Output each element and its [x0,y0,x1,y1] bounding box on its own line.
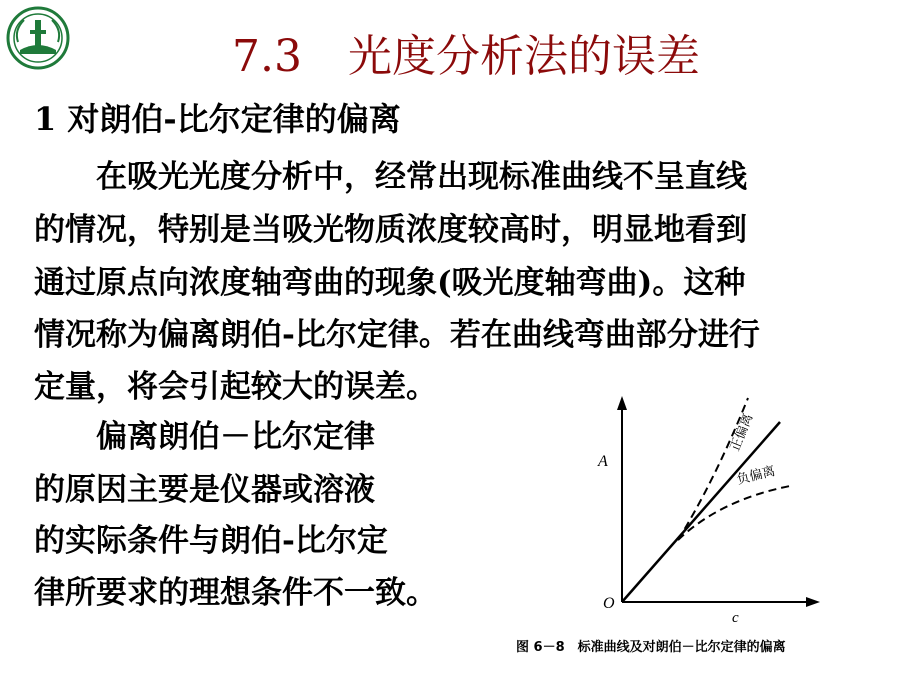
positive-deviation-label: 正偏离 [727,411,757,454]
y-axis-label: A [598,453,608,470]
paragraph2-line: 的原因主要是仪器或溶液 [34,472,375,508]
paragraph2-line: 偏离朗伯－比尔定律 [34,419,375,455]
title-text: 光度分析法的误差 [347,31,700,82]
x-axis-arrow [806,597,820,607]
title-number: 7.3 [232,31,302,82]
slide-title [232,20,700,84]
ideal-line [622,422,780,602]
paragraph1-line: 定量，将会引起较大的误差。 [34,369,437,405]
x-axis-label: c [732,610,739,626]
paragraph1-line: 情况称为偏离朗伯-比尔定律。若在曲线弯曲部分进行 [34,317,760,353]
negative-deviation-label: 负偏离 [735,463,777,488]
paragraph2-line: 的实际条件与朗伯-比尔定 [34,523,388,559]
paragraph2-line: 律所要求的理想条件不一致。 [34,575,437,611]
paragraph1-line: 通过原点向浓度轴弯曲的现象(吸光度轴弯曲)。这种 [34,265,746,301]
figure-caption: 图 6－8 标准曲线及对朗伯－比尔定律的偏离 [516,640,786,655]
section-heading: 1 对朗伯-比尔定律的偏离 [34,100,401,138]
origin-label: O [603,595,615,612]
university-logo [6,6,70,70]
paragraph1-line: 在吸光光度分析中，经常出现标准曲线不呈直线 [34,159,747,195]
paragraph1-line: 的情况，特别是当吸光物质浓度较高时，明显地看到 [34,212,747,248]
y-axis-arrow [617,396,627,410]
